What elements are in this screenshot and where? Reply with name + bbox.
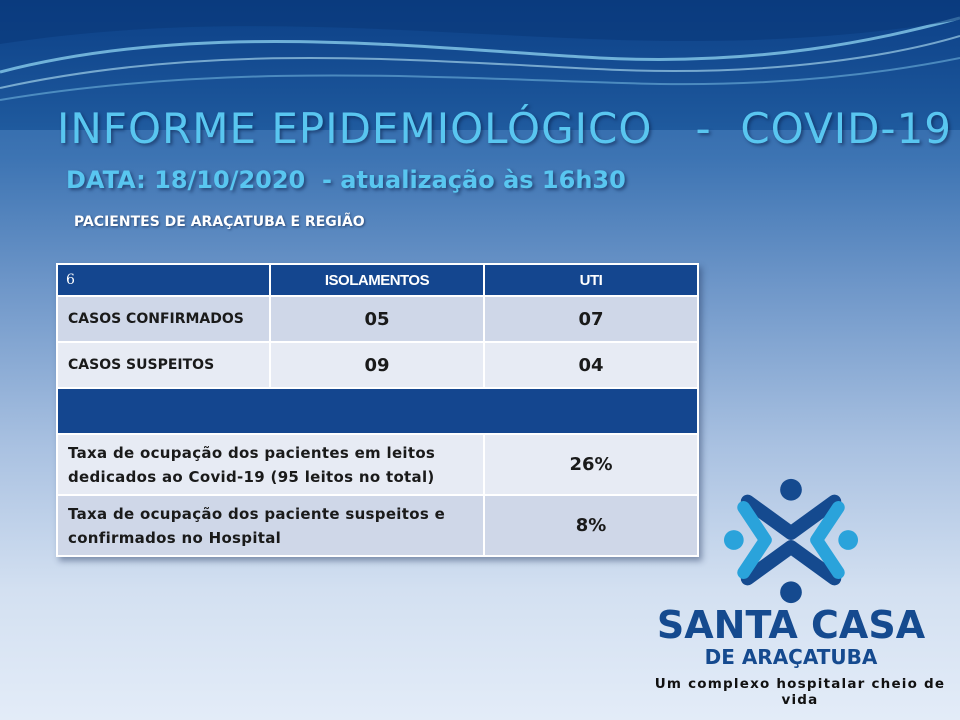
uti-value: 07 bbox=[484, 296, 698, 342]
logo-city: DE ARAÇATUBA bbox=[704, 645, 878, 669]
occupancy-row bbox=[57, 495, 698, 556]
table-header-row bbox=[57, 264, 698, 296]
occupancy-value: 26% bbox=[484, 434, 698, 495]
logo-tagline: Um complexo hospitalar cheio de vida bbox=[654, 676, 946, 708]
table-header-cell: 6 bbox=[57, 264, 270, 296]
separator-cell bbox=[57, 388, 698, 434]
logo-name: SANTA CASA bbox=[656, 603, 926, 647]
row-label: CASOS SUSPEITOS bbox=[57, 342, 270, 388]
row-label: CASOS CONFIRMADOS bbox=[57, 296, 270, 342]
page-subtitle: PACIENTES DE ARAÇATUBA E REGIÃO bbox=[74, 214, 365, 230]
isolamentos-value: 09 bbox=[270, 342, 484, 388]
table-header-isolamentos: ISOLAMENTOS bbox=[270, 264, 484, 296]
santa-casa-people-icon bbox=[722, 474, 860, 606]
date-line: DATA: 18/10/2020 - atualização às 16h30 bbox=[66, 166, 626, 194]
occupancy-label: Taxa de ocupação dos pacientes em leitos dedicados ao Covid-19 (95 leitos no total) bbox=[57, 434, 484, 495]
occupancy-value: 8% bbox=[484, 495, 698, 556]
isolamentos-value: 05 bbox=[270, 296, 484, 342]
table-header-uti: UTI bbox=[484, 264, 698, 296]
table-row bbox=[57, 296, 698, 342]
table-row bbox=[57, 342, 698, 388]
page-title: INFORME EPIDEMIOLÓGICO - COVID-19 bbox=[57, 104, 953, 153]
occupancy-label: Taxa de ocupação dos paciente suspeitos e confirmados no Hospital bbox=[57, 495, 484, 556]
epidemiology-table bbox=[56, 263, 699, 557]
table-separator-band bbox=[57, 388, 698, 434]
uti-value: 04 bbox=[484, 342, 698, 388]
occupancy-row bbox=[57, 434, 698, 495]
